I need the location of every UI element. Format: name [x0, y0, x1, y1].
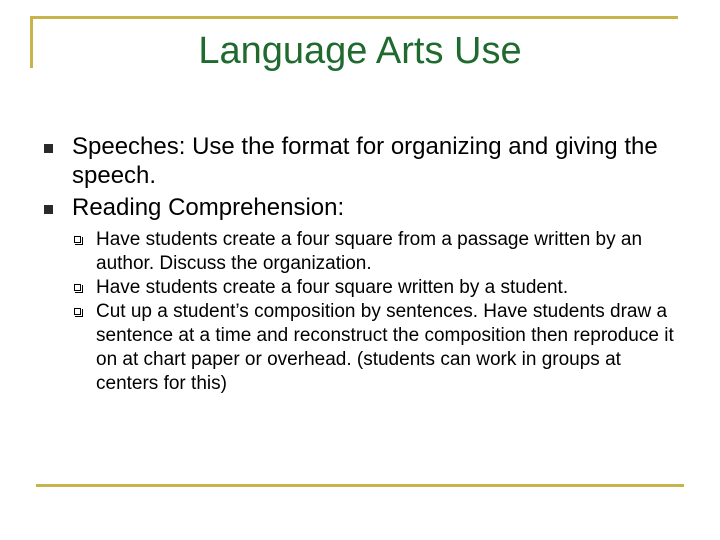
- bullet-reading-comprehension: [44, 193, 684, 222]
- square-bullet-icon: [44, 205, 53, 214]
- sub-bullet-item: [44, 276, 684, 300]
- sub-bullet-item: [44, 300, 684, 396]
- sub-bullet-text: Cut up a student’s composition by sentences. Have students draw a sentence at a time and reconstruct the composition then reproduce it on at chart paper or overhead. (students can work in groups at centers for this): [96, 301, 674, 394]
- top-border-line: [30, 16, 678, 19]
- slide-body: [44, 132, 684, 396]
- square-bullet-icon: [44, 144, 53, 153]
- sub-bullet-text: Have students create a four square written by a student.: [96, 277, 569, 298]
- slide-title: Language Arts Use: [198, 30, 522, 72]
- bullet-text: Reading Comprehension:: [72, 194, 345, 221]
- bottom-border-line: [36, 484, 684, 487]
- hollow-square-bullet-icon: [74, 308, 81, 315]
- bullet-text: Speeches: Use the format for organizing and giving the speech.: [72, 133, 658, 189]
- sub-bullet-list: [44, 228, 684, 396]
- hollow-square-bullet-icon: [74, 284, 81, 291]
- sub-bullet-text: Have students create a four square from a passage written by an author. Discuss the organization.: [96, 229, 643, 274]
- hollow-square-bullet-icon: [74, 236, 81, 243]
- sub-bullet-item: [44, 228, 684, 276]
- bullet-speeches: [44, 132, 684, 190]
